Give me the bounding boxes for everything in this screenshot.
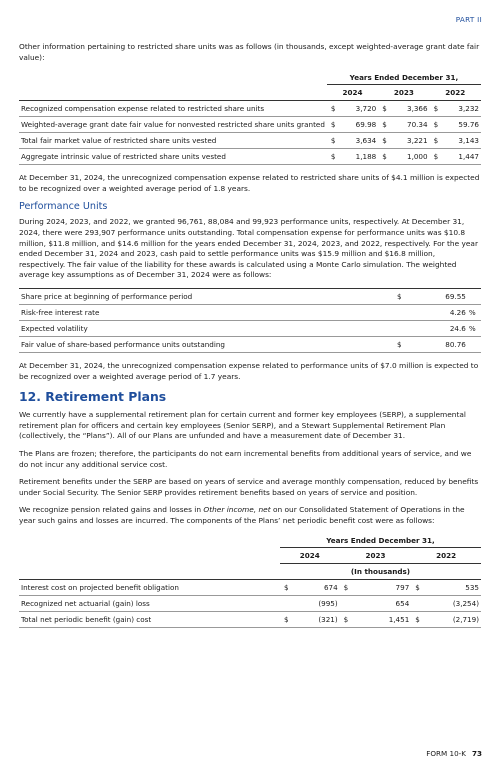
cell-value: 1,188: [341, 149, 378, 165]
table-row: Risk-free interest rate 4.26 %: [19, 304, 481, 320]
performance-paragraph: During 2024, 2023, and 2022, we granted 96,761, 88,084 and 99,923 performance units, respectively. At December 31, 2024, there were 293,907 performance units outstanding. Total compensation expense for performance units was $10.8 million, $11.8 million, and $14.6 million for the years ended December 31, 2024, 2023, and 2022, respectively. For the year ended December 31, 2024 and 2023, cash paid to settle performance units was $15.9 million and $16.8 million, respectively. The fair value of the liability for these awards is calculated using a Monte Carlo simulation. The weighted average key assumptions as of December 31, 2024 were as follows:: [19, 217, 478, 280]
rsu-intro: Other information pertaining to restricted share units was as follows (in thousands, except weighted-average grant date fair value):: [19, 42, 480, 62]
table-row: Aggregate intrinsic value of restricted share units vested $ 1,188 $ 1,000 $ 1,447: [19, 149, 481, 165]
row-label: Total net periodic benefit (gain) cost: [19, 612, 280, 628]
cell-value: (995): [294, 596, 340, 612]
cell-value: 674: [294, 580, 340, 596]
cell-value: 1,451: [354, 612, 412, 628]
row-label: Interest cost on projected benefit obligation: [19, 580, 280, 596]
row-label: Share price at beginning of performance period: [19, 288, 393, 304]
rsu-year-header: 2023: [378, 85, 429, 101]
benefit-cost-table: [19, 533, 481, 628]
row-label: Recognized net actuarial (gain) loss: [19, 596, 280, 612]
table-row: Weighted-average grant date fair value for nonvested restricted share units granted $ 69.98 $ 70.34 $ 59.76: [19, 117, 481, 133]
cell-value: 69.98: [341, 117, 378, 133]
row-label: Weighted-average grant date fair value for nonvested restricted share units granted: [19, 117, 327, 133]
table-row: Recognized compensation expense related to restricted share units $ 3,720 $ 3,366 $ 3,232: [19, 101, 481, 117]
units-subheader: (In thousands): [350, 567, 411, 577]
rsu-span-header: Years Ended December 31,: [327, 70, 481, 85]
cell-value: 80.76: [407, 336, 468, 352]
cell-value: 535: [425, 580, 481, 596]
cell-value: 3,143: [443, 133, 481, 149]
cell-value: 3,634: [341, 133, 378, 149]
cell-value: 3,366: [392, 101, 429, 117]
cell-value: 3,232: [443, 101, 481, 117]
row-label: Aggregate intrinsic value of restricted share units vested: [19, 149, 327, 165]
table-row: Share price at beginning of performance period $ 69.55: [19, 288, 481, 304]
table-row: Total net periodic benefit (gain) cost $ (321) $ 1,451 $ (2,719): [19, 612, 481, 628]
row-label: Expected volatility: [19, 320, 393, 336]
section-heading-performance-units: Performance Units: [19, 201, 108, 213]
cell-value: 797: [354, 580, 412, 596]
table-row: [19, 596, 481, 612]
assumptions-table: [19, 288, 481, 353]
cell-value: (321): [294, 612, 340, 628]
table-row: Total fair market value of restricted share units vested $ 3,634 $ 3,221 $ 3,143: [19, 133, 481, 149]
cell-value: 69.55: [407, 288, 468, 304]
section-heading-retirement-plans: 12. Retirement Plans: [19, 389, 167, 405]
benefit-year-header: 2023: [340, 548, 412, 564]
performance-note: At December 31, 2024, the unrecognized compensation expense related to performance units of $7.0 million is expected to be recognized over a weighted average period of 1.7 years.: [19, 360, 479, 381]
page-number: 73: [471, 749, 482, 758]
rsu-year-header: 2024: [327, 85, 378, 101]
table-row: Interest cost on projected benefit obligation $ 674 $ 797 $ 535: [19, 580, 481, 596]
benefit-year-header: 2024: [280, 548, 340, 564]
row-label: Risk-free interest rate: [19, 304, 393, 320]
rsu-note: At December 31, 2024, the unrecognized compensation expense related to restricted share units of $4.1 million is expected to be recognized over a weighted average period of 1.8 years.: [19, 173, 480, 193]
benefit-year-header: 2022: [411, 548, 481, 564]
cell-value: 654: [354, 596, 412, 612]
retirement-paragraph: The Plans are frozen; therefore, the participants do not earn incremental benefits from additional years of service, and we do not incur any additional service cost.: [19, 448, 472, 469]
table-row: Fair value of share-based performance units outstanding $ 80.76: [19, 336, 481, 352]
row-label: Total fair market value of restricted share units vested: [19, 133, 327, 149]
cell-value: 70.34: [392, 117, 429, 133]
retirement-paragraph: We currently have a supplemental retirement plan for certain current and former key employees (SERP), a supplemental retirement plan for officers and certain key employees (Senior SERP), and a Stewart Supplemental Retirement Plan (collectively, the “Plans”). All of our Plans are unfunded and have a measurement date of December 31.: [19, 410, 466, 441]
cell-value: 24.6: [407, 320, 468, 336]
rsu-table: [19, 70, 481, 165]
cell-value: 1,447: [443, 149, 481, 165]
cell-value: (3,254): [425, 596, 481, 612]
row-label: Fair value of share-based performance units outstanding: [19, 336, 393, 352]
rsu-year-header: 2022: [430, 85, 481, 101]
cell-value: 59.76: [443, 117, 481, 133]
form-label: FORM 10-K: [426, 749, 466, 758]
cell-value: 3,221: [392, 133, 429, 149]
retirement-paragraph: We recognize pension related gains and losses in Other income, net on our Consolidated Statement of Operations in the year such gains and losses are incurred. The components of the Plans’ net periodic benefit cost were as follows:: [19, 505, 465, 525]
page-content: [19, 42, 481, 636]
cell-value: (2,719): [425, 612, 481, 628]
cell-value: 3,720: [341, 101, 378, 117]
row-label: Recognized compensation expense related to restricted share units: [19, 101, 327, 117]
cell-value: 1,000: [392, 149, 429, 165]
benefit-span-header: Years Ended December 31,: [280, 533, 481, 548]
part-label: PART II: [455, 15, 482, 24]
cell-value: 4.26: [407, 304, 468, 320]
retirement-paragraph: Retirement benefits under the SERP are based on years of service and average monthly compensation, reduced by benefits under Social Security. The Senior SERP provides retirement benefits based on years of service and position.: [19, 477, 479, 497]
table-row: Expected volatility 24.6 %: [19, 320, 481, 336]
page-footer: [426, 749, 482, 758]
